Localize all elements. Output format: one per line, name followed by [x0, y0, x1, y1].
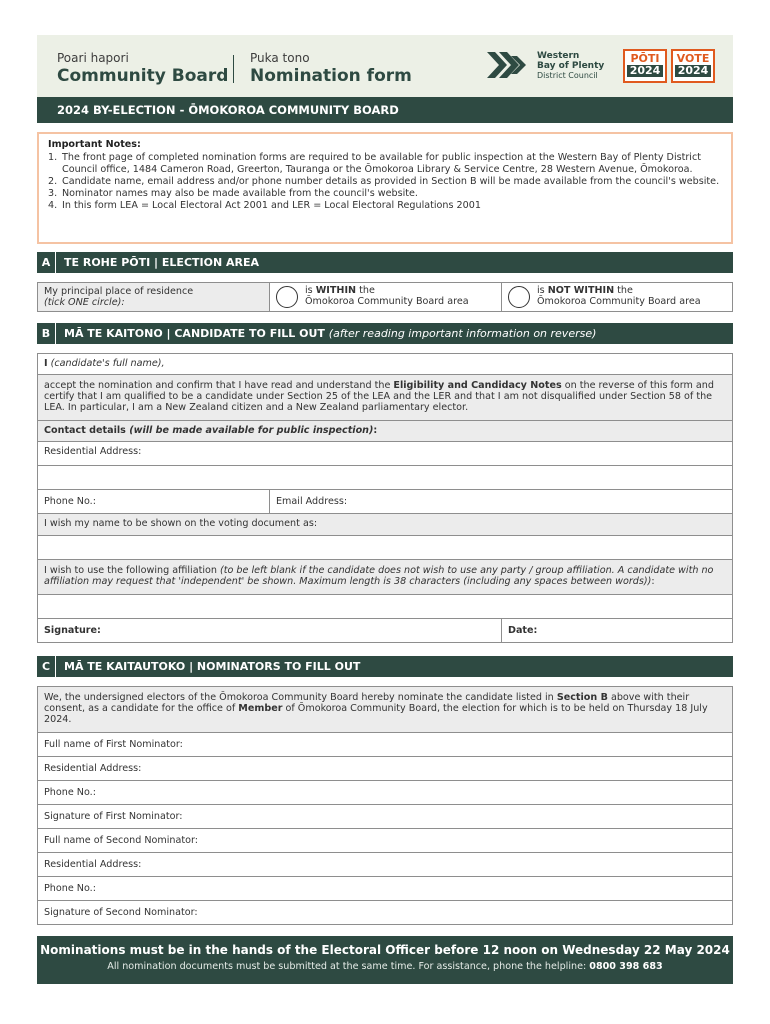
note-number: 1.: [48, 152, 58, 163]
section-b-title: [56, 323, 596, 344]
within-bold: WITHIN: [315, 285, 357, 296]
affiliation-heading: [37, 560, 733, 595]
section-c-header: [37, 656, 733, 677]
candidate-fields: [37, 353, 733, 643]
candidate-date-field[interactable]: [502, 619, 732, 642]
field-label: Phone No.:: [44, 787, 96, 798]
within-label: [305, 285, 469, 311]
note-item: [48, 200, 722, 212]
residential-address-label: Residential Address:: [44, 446, 142, 457]
election-title-bar: 2024 BY-ELECTION - ŌMOKOROA COMMUNITY BOARD: [37, 97, 733, 123]
candidate-signature-field[interactable]: [38, 619, 502, 642]
note-number: 4.: [48, 200, 58, 211]
council-name-line2: Bay of Plenty: [537, 60, 605, 71]
note-text: Nominator names may also be made available from the council's website.: [62, 188, 418, 199]
form-header: [37, 35, 733, 97]
council-name-line1: Western: [537, 50, 580, 61]
candidate-declaration: [37, 375, 733, 421]
vote-badge-year: 2024: [675, 65, 711, 77]
first-nominator-phone-field[interactable]: [37, 781, 733, 805]
helpline-text: All nomination documents must be submitted at the same time. For assistance, phone the helpline:: [107, 961, 590, 972]
section-a-letter: A: [37, 252, 56, 273]
first-nominator-signature-field[interactable]: [37, 805, 733, 829]
residence-hint: (tick ONE circle):: [44, 297, 125, 308]
helpline-notice: [37, 961, 733, 972]
field-label: Full name of First Nominator:: [44, 739, 183, 750]
statement-bold-1: Section B: [556, 692, 608, 703]
deadline-notice: Nominations must be in the hands of the Electoral Officer before 12 noon on Wednesday 22 May 2024: [40, 943, 730, 957]
statement-text-1: We, the undersigned electors of the Ōmokoroa Community Board hereby nominate the candidate listed in: [44, 692, 557, 703]
first-nominator-address-field[interactable]: [37, 757, 733, 781]
contact-colon: :: [373, 425, 378, 436]
council-chevron-icon: [485, 48, 533, 82]
note-item: [48, 188, 722, 200]
not-within-post: the: [614, 285, 633, 296]
within-post: the: [356, 285, 375, 296]
note-item: [48, 176, 722, 188]
voting-name-field[interactable]: [37, 536, 733, 560]
note-number: 3.: [48, 188, 58, 199]
field-label: Residential Address:: [44, 763, 142, 774]
vote-badge-top: VOTE: [676, 52, 710, 65]
candidate-name-hint: (candidate's full name),: [50, 358, 165, 369]
statement-text-2: above with their consent, as a candidate for the office of: [44, 692, 690, 714]
election-area-box: [37, 282, 733, 312]
candidate-i-label: I: [44, 358, 48, 369]
notes-heading: Important Notes:: [48, 139, 141, 150]
field-label: Residential Address:: [44, 859, 142, 870]
signature-date-row: [37, 619, 733, 643]
field-label: Signature of First Nominator:: [44, 811, 183, 822]
note-text: Candidate name, email address and/or phone number details as provided in Section B will be made available from the council's website.: [62, 176, 720, 187]
form-title-small: Puka tono: [250, 51, 310, 65]
council-logo: [485, 48, 604, 82]
signature-label: Signature:: [44, 625, 101, 636]
section-c-title: MĀ TE KAITAUTOKO | NOMINATORS TO FILL OUT: [64, 660, 361, 673]
section-a-title: TE ROHE PŌTI | ELECTION AREA: [64, 256, 260, 269]
not-within-option[interactable]: [502, 283, 732, 311]
voting-name-label: I wish my name to be shown on the voting document as:: [44, 518, 318, 529]
not-within-label: [537, 285, 701, 311]
note-text: In this form LEA = Local Electoral Act 2001 and LER = Local Electoral Regulations 2001: [62, 200, 481, 211]
second-nominator-phone-field[interactable]: [37, 877, 733, 901]
helpline-phone: 0800 398 683: [589, 961, 663, 972]
phone-email-row: [37, 490, 733, 514]
board-title-small: Poari hapori: [57, 51, 129, 65]
residential-address-field[interactable]: [37, 442, 733, 466]
note-number: 2.: [48, 176, 58, 187]
header-divider: [233, 55, 234, 83]
vote-2024-badge: [671, 49, 715, 83]
within-option[interactable]: [270, 283, 502, 311]
nominator-fields: [37, 686, 733, 925]
field-label: Phone No.:: [44, 883, 96, 894]
voting-name-heading: [37, 514, 733, 536]
declaration-bold: Eligibility and Candidacy Notes: [393, 380, 562, 391]
email-field[interactable]: [270, 490, 732, 513]
note-item: [48, 152, 722, 176]
form-title-block: [250, 51, 412, 86]
section-b-title-note: (after reading important information on reverse): [328, 327, 597, 340]
section-b-title-text: MĀ TE KAITONO | CANDIDATE TO FILL OUT: [64, 327, 325, 340]
statement-bold-2: Member: [238, 703, 283, 714]
section-c-letter: C: [37, 656, 56, 677]
within-line2: Ōmokoroa Community Board area: [305, 296, 469, 307]
nomination-form: [37, 35, 733, 984]
within-radio[interactable]: [276, 286, 298, 308]
phone-field[interactable]: [38, 490, 270, 513]
phone-label: Phone No.:: [44, 496, 96, 507]
residential-address-line2[interactable]: [37, 466, 733, 490]
poti-badge-top: PŌTI: [630, 52, 660, 65]
declaration-text-2: on the reverse of this form and certify that I am qualified to be a candidate under Section 25 of the LEA and the LER and that I am not disqualified under Section 58 of the LEA. In particular, I am a New Zealand citizen and a New Zealand parliamentary elector.: [44, 380, 714, 413]
not-within-bold: NOT WITHIN: [547, 285, 615, 296]
council-name: [537, 51, 604, 80]
not-within-radio[interactable]: [508, 286, 530, 308]
second-nominator-name-field[interactable]: [37, 829, 733, 853]
affiliation-note: (to be left blank if the candidate does not wish to use any party / group affiliation. A candidate with no affiliation may request that 'independent' be shown. Maximum length is 38 characters (including any spaces between words)): [44, 565, 714, 587]
board-title: Community Board: [57, 66, 229, 86]
section-b-letter: B: [37, 323, 56, 344]
within-pre: is: [305, 285, 316, 296]
form-title: Nomination form: [250, 66, 412, 86]
note-text: The front page of completed nomination forms are required to be available for public inspection at the Western Bay of Plenty District Council office, 1484 Cameron Road, Greerton, Tauranga or the Ōmokoroa Library & Service Centre, 28 Western Avenue, Ōmokoroa.: [62, 152, 702, 175]
form-footer: [37, 936, 733, 984]
not-within-line2: Ōmokoroa Community Board area: [537, 296, 701, 307]
board-title-block: [57, 51, 228, 86]
candidate-name-field[interactable]: [37, 354, 733, 375]
contact-label: Contact details: [44, 425, 126, 436]
contact-details-heading: [37, 421, 733, 442]
important-notes: [37, 132, 733, 244]
poti-badge-year: 2024: [627, 65, 663, 77]
declaration-text-1: accept the nomination and confirm that I have read and understand the: [44, 380, 394, 391]
nominator-statement: [37, 687, 733, 733]
field-label: Full name of Second Nominator:: [44, 835, 199, 846]
second-nominator-signature-field[interactable]: [37, 901, 733, 925]
contact-note: (will be made available for public inspection): [129, 425, 374, 436]
affiliation-colon: :: [651, 576, 655, 587]
statement-text-3: of Ōmokoroa Community Board, the election for which is to be held on Thursday 18 July 2024.: [44, 703, 708, 725]
poti-2024-badge: [623, 49, 667, 83]
field-label: Signature of Second Nominator:: [44, 907, 198, 918]
residence-label: My principal place of residence: [44, 286, 194, 297]
second-nominator-address-field[interactable]: [37, 853, 733, 877]
section-a-header: [37, 252, 733, 273]
not-within-pre: is: [537, 285, 548, 296]
affiliation-label: I wish to use the following affiliation: [44, 565, 220, 576]
first-nominator-name-field[interactable]: [37, 733, 733, 757]
date-label: Date:: [508, 625, 538, 636]
section-b-header: [37, 323, 733, 344]
email-label: Email Address:: [276, 496, 348, 507]
affiliation-field[interactable]: [37, 595, 733, 619]
residence-label-cell: [38, 283, 270, 311]
council-name-line3: District Council: [537, 70, 598, 80]
